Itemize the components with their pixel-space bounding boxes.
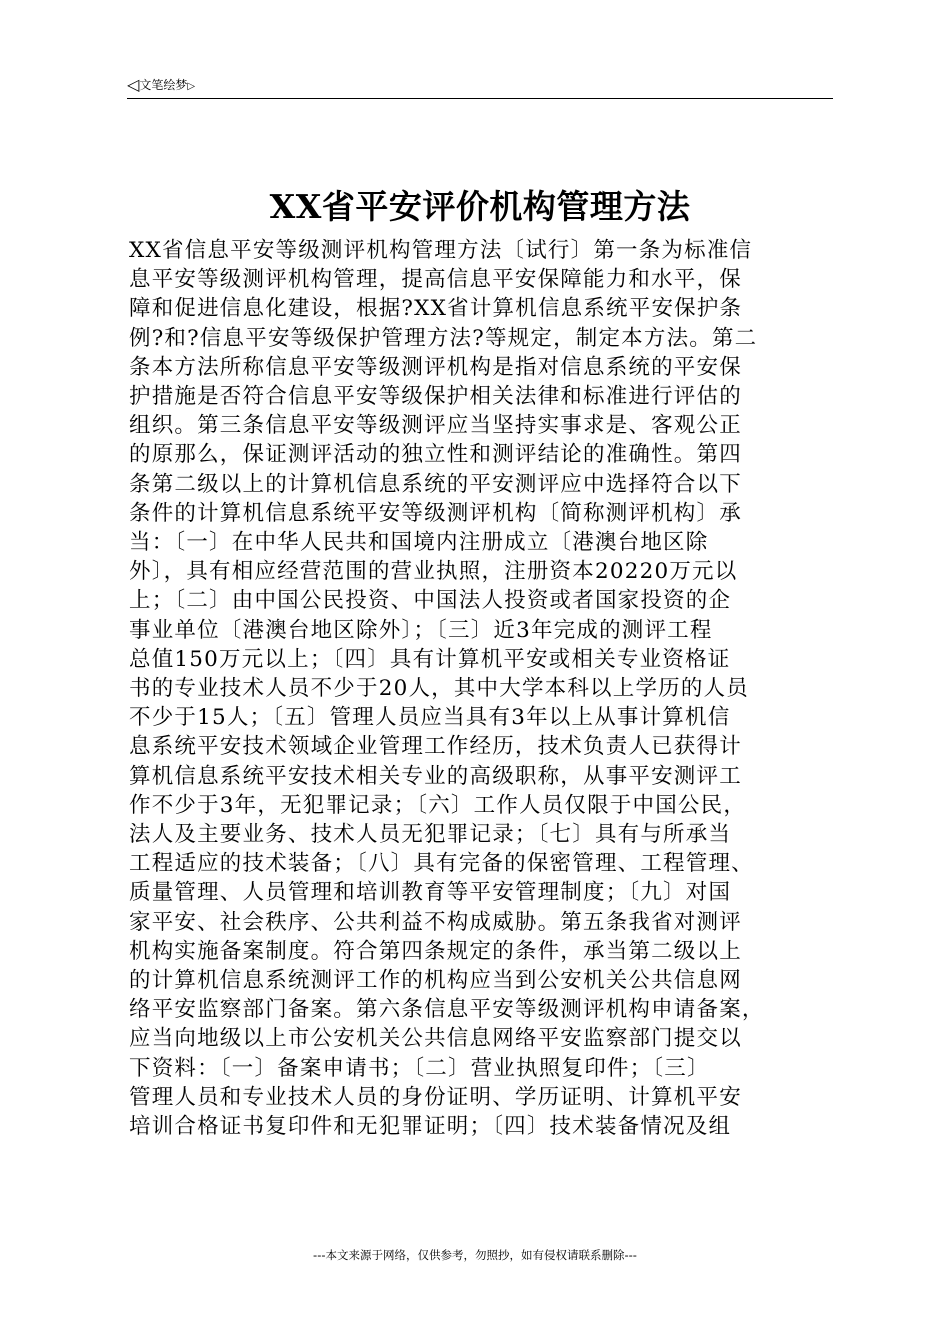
body-line: XX省信息平安等级测评机构管理方法〔试行〕第一条为标准信 bbox=[129, 238, 753, 263]
body-line: 条本方法所称信息平安等级测评机构是指对信息系统的平安保 bbox=[129, 354, 742, 380]
body-line: 的计算机信息系统测评工作的机构应当到公安机关公共信息网 bbox=[129, 968, 742, 994]
body-line: 当：〔一〕在中华人民共和国境内注册成立〔港澳台地区除 bbox=[129, 530, 709, 556]
body-line: 家平安、社会秩序、公共利益不构成威胁。第五条我省对测评 bbox=[129, 909, 742, 935]
body-line: 管理人员和专业技术人员的身份证明、学历证明、计算机平安 bbox=[129, 1084, 742, 1110]
document-title: XX省平安评价机构管理方法 bbox=[269, 187, 691, 226]
header-text: 文笔绘梦 bbox=[139, 78, 188, 92]
left-triangle-icon: ◁ bbox=[127, 75, 140, 94]
body-line: 不少于15人；〔五〕管理人员应当具有3年以上从事计算机信 bbox=[129, 705, 731, 731]
body-line: 上；〔二〕由中国公民投资、中国法人投资或者国家投资的企 bbox=[129, 588, 732, 614]
body-line: 的原那么，保证测评活动的独立性和测评结论的准确性。第四 bbox=[129, 442, 742, 468]
body-line: 事业单位〔港澳台地区除外〕；〔三〕近3年完成的测评工程 bbox=[129, 617, 713, 643]
page-header bbox=[127, 72, 833, 99]
body-line: 质量管理、人员管理和培训教育等平安管理制度；〔九〕对国 bbox=[129, 880, 732, 906]
body-line: 络平安监察部门备案。第六条信息平安等级测评机构申请备案， bbox=[129, 997, 765, 1023]
body-line: 法人及主要业务、技术人员无犯罪记录；〔七〕具有与所承当 bbox=[129, 822, 732, 848]
body-line: 息平安等级测评机构管理，提高信息平安保障能力和水平，保 bbox=[129, 267, 742, 293]
body-line: 机构实施备案制度。符合第四条规定的条件，承当第二级以上 bbox=[129, 938, 742, 964]
body-line: 下资料：〔一〕备案申请书；〔二〕营业执照复印件；〔三〕 bbox=[129, 1055, 710, 1081]
body-line: 例?和?信息平安等级保护管理方法?等规定，制定本方法。第二 bbox=[129, 325, 758, 351]
page-footer: ---本文来源于网络，仅供参考，勿照抄，如有侵权请联系删除--- bbox=[313, 1248, 637, 1262]
body-line: 作不少于3年，无犯罪记录；〔六〕工作人员仅限于中国公民， bbox=[129, 792, 747, 818]
right-triangle-icon: ▷ bbox=[187, 81, 196, 92]
body-line: 应当向地级以上市公安机关公共信息网络平安监察部门提交以 bbox=[129, 1026, 742, 1052]
body-line: 息系统平安技术领域企业管理工作经历，技术负责人已获得计 bbox=[129, 734, 742, 760]
document-body bbox=[129, 236, 834, 1141]
body-line: 外〕，具有相应经营范围的营业执照，注册资本20220万元以 bbox=[129, 559, 738, 585]
body-line: 条件的计算机信息系统平安等级测评机构〔简称测评机构〕承 bbox=[129, 500, 742, 526]
body-line: 总值150万元以上；〔四〕具有计算机平安或相关专业资格证 bbox=[129, 646, 731, 672]
body-line: 条第二级以上的计算机信息系统的平安测评应中选择符合以下 bbox=[129, 471, 742, 497]
body-line: 障和促进信息化建设，根据?XX省计算机信息系统平安保护条 bbox=[129, 296, 743, 322]
body-line: 组织。第三条信息平安等级测评应当坚持实事求是、客观公正 bbox=[129, 413, 742, 439]
body-line: 算机信息系统平安技术相关专业的高级职称，从事平安测评工 bbox=[129, 763, 742, 789]
body-line: 书的专业技术人员不少于20人，其中大学本科以上学历的人员 bbox=[129, 676, 749, 702]
body-line: 培训合格证书复印件和无犯罪证明；〔四〕技术装备情况及组 bbox=[129, 1114, 732, 1140]
body-line: 工程适应的技术装备；〔八〕具有完备的保密管理、工程管理、 bbox=[129, 851, 754, 877]
body-line: 护措施是否符合信息平安等级保护相关法律和标准进行评估的 bbox=[129, 384, 742, 410]
